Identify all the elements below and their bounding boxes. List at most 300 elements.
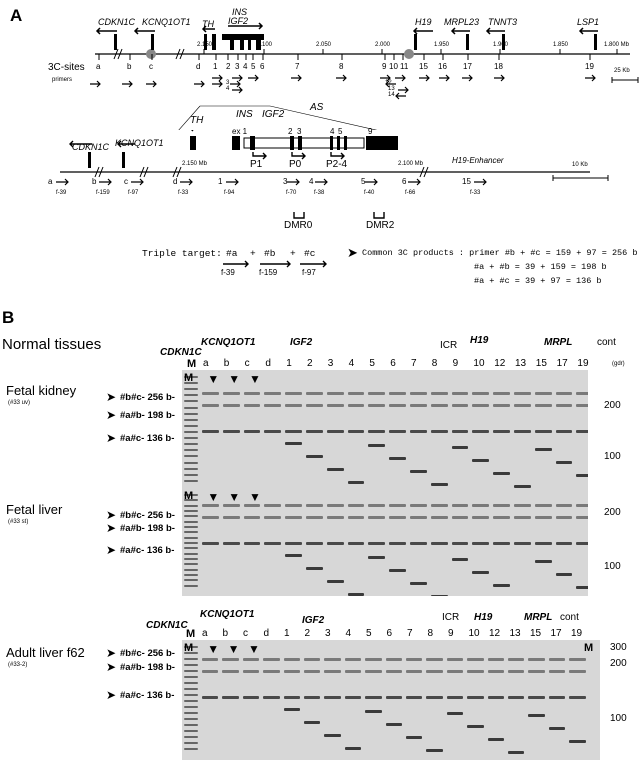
band-size-label: #a#c- 136 b- — [120, 433, 175, 444]
lane-label: b — [222, 628, 229, 639]
gel-band — [426, 670, 442, 673]
scale-bar-label: 25 Kb — [614, 68, 630, 74]
gel-lane — [576, 488, 588, 596]
site-label: 1 — [213, 62, 218, 71]
gel-band — [514, 516, 531, 519]
gel-band — [452, 392, 469, 395]
gel-band — [447, 696, 463, 699]
panel-a-label: A — [10, 6, 23, 25]
gel-band — [222, 670, 238, 673]
ladder-band — [184, 449, 198, 451]
ladder-band — [184, 736, 198, 738]
scale-tick: 2.000 — [375, 42, 391, 48]
gel-band — [324, 696, 340, 699]
size-mark: 100 — [604, 561, 621, 572]
gel-band — [406, 736, 422, 739]
gel-band — [306, 542, 323, 545]
gel-band — [410, 516, 427, 519]
gene-label: TH — [202, 19, 214, 29]
gel-band — [202, 696, 218, 699]
gel-band — [389, 457, 406, 460]
gel-lane — [472, 370, 489, 492]
gel-band — [493, 584, 510, 587]
gel-band — [223, 504, 240, 507]
gel-band — [576, 392, 588, 395]
triple-part: #a — [226, 248, 238, 259]
gel-band — [467, 670, 483, 673]
gel-band — [431, 504, 448, 507]
gel-band — [431, 404, 448, 407]
size-mark: 200 — [604, 400, 621, 411]
gel-band — [508, 670, 524, 673]
gel-band — [452, 516, 469, 519]
gel-band — [202, 670, 218, 673]
primer-label: 14 — [388, 92, 395, 98]
ladder-band — [184, 455, 198, 457]
lane-label: d — [265, 358, 271, 369]
gel-band — [285, 554, 302, 557]
tissue-code: (#33 uv) — [8, 400, 31, 406]
gel-lane — [368, 488, 385, 596]
band-size-label: #a#b- 198 b- — [120, 523, 175, 534]
scale-tick: 2.150 — [197, 42, 213, 48]
gel-band — [304, 658, 320, 661]
down-arrow-icon: ▼ — [248, 642, 260, 656]
gel-band — [488, 658, 504, 661]
gel-band — [472, 571, 489, 574]
ladder-band — [184, 462, 198, 464]
zoom-primer-site: c — [124, 177, 128, 186]
triple-part: + — [290, 248, 296, 259]
gel-band — [284, 658, 300, 661]
gel-band — [306, 567, 323, 570]
hdr-gene: ICR — [440, 340, 458, 351]
gel-band — [452, 558, 469, 561]
ladder-band — [184, 547, 198, 549]
gel-band — [569, 740, 585, 743]
gel-band — [410, 430, 427, 433]
gel-band — [410, 582, 427, 585]
gel-band — [365, 710, 381, 713]
gel-band — [327, 468, 344, 471]
gene-label: AS — [310, 102, 324, 113]
ladder-band — [184, 394, 198, 396]
gel-band — [244, 430, 261, 433]
ladder-band — [184, 510, 198, 512]
ladder-lane — [184, 488, 198, 596]
gel-band — [467, 725, 483, 728]
gel-band — [348, 504, 365, 507]
marker-lane-label: M — [187, 358, 197, 370]
gel-adult-liver — [182, 640, 600, 760]
ladder-band — [184, 724, 198, 726]
lane-label: 9 — [452, 358, 459, 369]
gel-lane — [306, 370, 323, 492]
site-label: 10 — [389, 62, 398, 71]
common-3c-line: Common 3C products : primer #b + #c = 159 + 97 = 256 b — [362, 248, 638, 258]
gene-label: CDKN1C — [72, 142, 110, 152]
ladder-band — [184, 407, 198, 409]
gel-band — [243, 696, 259, 699]
gel-band — [264, 404, 281, 407]
gel-band — [368, 516, 385, 519]
gel-band — [306, 430, 323, 433]
gel-band — [431, 483, 448, 486]
size-mark: 100 — [610, 713, 627, 724]
gel-band — [285, 430, 302, 433]
gel-lane — [467, 640, 483, 760]
gel-lane — [535, 370, 552, 492]
gel-band — [549, 670, 565, 673]
gel-band — [324, 734, 340, 737]
primer-label: 4 — [226, 86, 230, 92]
gel-band — [202, 504, 219, 507]
ladder-band — [184, 742, 198, 744]
gel-band — [452, 446, 469, 449]
gel-band — [431, 595, 448, 596]
gel-band — [389, 392, 406, 395]
lane-header-row — [0, 628, 640, 640]
zoom-primer-site: 3 — [283, 177, 288, 186]
lane-label: 12 — [489, 628, 501, 639]
lane-label: c — [243, 628, 248, 639]
gel-band — [528, 696, 544, 699]
gel-lane — [244, 370, 261, 492]
tissue-name: Fetal liver — [6, 502, 63, 517]
lane-label: 6 — [390, 358, 396, 369]
gel-band — [306, 504, 323, 507]
down-arrow-icon: ▼ — [227, 642, 240, 656]
gel-band — [348, 542, 365, 545]
triple-f: f-159 — [259, 268, 278, 277]
gel-band — [345, 747, 361, 750]
site-label: 11 — [400, 62, 409, 71]
gel-lane — [493, 370, 510, 492]
gel-band — [223, 516, 240, 519]
lane-label: 19 — [577, 358, 589, 369]
gel-band — [493, 516, 510, 519]
gel-band — [535, 560, 552, 563]
gel-lane — [472, 488, 489, 596]
panel-b-title: Normal tissues — [2, 336, 102, 353]
gel-lane — [285, 488, 302, 596]
lane-label: 3 — [325, 628, 331, 639]
size-mark: 200 — [604, 507, 621, 518]
tissue-code: (#33-2) — [8, 662, 28, 668]
zoom-primer-f: f-97 — [128, 190, 139, 196]
ladder-band — [184, 730, 198, 732]
gel-band — [285, 404, 302, 407]
exon-label: 5 — [338, 127, 343, 136]
lane-label: 13 — [515, 358, 527, 369]
gel-band — [431, 542, 448, 545]
site-label: d — [196, 62, 201, 71]
gel-lane — [410, 488, 427, 596]
marker-label: M — [184, 642, 194, 654]
gene-label: KCNQ1OT1 — [142, 17, 191, 27]
band-size-label: #a#c- 136 b- — [120, 545, 175, 556]
zoom-primer-f: f-33 — [470, 190, 481, 196]
scale-bar-label: 10 Kb — [572, 162, 588, 168]
gel-band — [324, 658, 340, 661]
gene-label: CDKN1C — [98, 17, 136, 27]
gel-band — [386, 670, 402, 673]
lane-label: 5 — [366, 628, 372, 639]
gel-lane — [202, 370, 219, 492]
zoom-primer-site: 1 — [218, 177, 223, 186]
gene-label: IGF2 — [262, 109, 285, 120]
arrowhead-icon: ➤ — [106, 408, 117, 422]
ladder-band — [184, 413, 198, 415]
gel-band — [535, 504, 552, 507]
gel-band — [528, 670, 544, 673]
gel-band — [243, 658, 259, 661]
gel-band — [447, 658, 463, 661]
gel-band — [514, 504, 531, 507]
gel-band — [467, 658, 483, 661]
gel-band — [535, 448, 552, 451]
gel-band — [306, 392, 323, 395]
gel-band — [576, 542, 588, 545]
site-label: 5 — [251, 62, 256, 71]
gel-band — [528, 714, 544, 717]
gel-band — [327, 542, 344, 545]
gel-lane — [365, 640, 381, 760]
ladder-band — [184, 480, 198, 482]
down-arrow-icon: ▼ — [207, 642, 220, 656]
lane-label: 2 — [304, 628, 311, 639]
lane-label: 15 — [535, 358, 547, 369]
hdr-gene: CDKN1C — [160, 347, 202, 358]
ladder-band — [184, 474, 198, 476]
gel-band — [488, 670, 504, 673]
gel-band — [202, 404, 219, 407]
gel-band — [263, 658, 279, 661]
triple-target-label: Triple target: — [142, 248, 222, 259]
ladder-band — [184, 468, 198, 470]
gel-band — [410, 404, 427, 407]
gel-lane — [244, 488, 261, 596]
marker-label: M — [584, 642, 594, 654]
promoter-label: P1 — [250, 159, 263, 170]
gel-lane — [389, 488, 406, 596]
gel-band — [202, 516, 219, 519]
gel-band — [306, 455, 323, 458]
gel-lane — [263, 640, 279, 760]
ladder-band — [184, 670, 198, 672]
gel-band — [327, 580, 344, 583]
gel-band — [264, 516, 281, 519]
hdr-gene: cont — [560, 612, 579, 623]
gel-band — [368, 542, 385, 545]
down-arrow-icon: ▼ — [207, 372, 220, 386]
gel-lane — [345, 640, 361, 760]
gel-band — [488, 738, 504, 741]
gel-band — [467, 696, 483, 699]
gel-band — [493, 504, 510, 507]
gel-band — [410, 542, 427, 545]
scale-tick: 1.950 — [434, 42, 450, 48]
gel-lane — [452, 370, 469, 492]
lane-label: 8 — [431, 358, 438, 369]
gel-band — [549, 658, 565, 661]
gel-band — [452, 504, 469, 507]
arrowhead-icon: ➤ — [347, 245, 358, 260]
zoom-primer-f: f-40 — [364, 190, 375, 196]
zoom-primer-site: d — [173, 177, 178, 186]
gel-lane — [426, 640, 442, 760]
gel-band — [327, 392, 344, 395]
ladder-band — [184, 521, 198, 523]
gel-lane — [549, 640, 565, 760]
gel-band — [493, 404, 510, 407]
gel-band — [345, 658, 361, 661]
gel-band — [406, 658, 422, 661]
site-label: 2 — [226, 62, 231, 71]
gel-band — [556, 504, 573, 507]
ladder-band — [184, 515, 198, 517]
hdr-gene: ICR — [442, 612, 460, 623]
scale-tick: 2.050 — [316, 42, 332, 48]
down-arrow-icon: ▼ — [207, 490, 220, 504]
lane-label: 7 — [407, 628, 413, 639]
size-mark: 100 — [604, 451, 621, 462]
gel-band — [202, 658, 218, 661]
gel-band — [556, 516, 573, 519]
gel-band — [284, 696, 300, 699]
exon-label: 3 — [297, 127, 302, 136]
gel-lane — [514, 488, 531, 596]
triple-part: #c — [304, 248, 316, 259]
zoom-primer-site: b — [92, 177, 97, 186]
ladder-band — [184, 706, 198, 708]
ladder-band — [184, 694, 198, 696]
hdr-gene: KCNQ1OT1 — [201, 337, 256, 348]
gel-band — [304, 670, 320, 673]
zoom-primer-f: f-70 — [286, 190, 297, 196]
gel-band — [348, 593, 365, 596]
gel-band — [452, 430, 469, 433]
hdr-gene: MRPL — [524, 612, 553, 623]
gel-band — [244, 392, 261, 395]
ladder-band — [184, 574, 198, 576]
ladder-band — [184, 558, 198, 560]
gene-label: LSP1 — [577, 17, 600, 27]
gel-band — [493, 542, 510, 545]
down-arrow-icon: ▼ — [249, 490, 261, 504]
gel-band — [535, 430, 552, 433]
tissue-code: (#33 st) — [8, 519, 29, 525]
gel-band — [263, 670, 279, 673]
gel-lane — [368, 370, 385, 492]
gel-band — [556, 404, 573, 407]
gel-band — [556, 573, 573, 576]
site-label: 3 — [235, 62, 240, 71]
gel-band — [264, 504, 281, 507]
ladder-band — [184, 676, 198, 678]
promoter-label: P0 — [289, 159, 302, 170]
arrowhead-icon: ➤ — [106, 660, 117, 674]
gel-band — [493, 430, 510, 433]
band-size-label: #a#c- 136 b- — [120, 690, 175, 701]
gel-band — [243, 670, 259, 673]
gel-band — [569, 696, 585, 699]
gel-band — [514, 404, 531, 407]
ladder-band — [184, 531, 198, 533]
ladder-band — [184, 700, 198, 702]
scale-tick: 2.100 — [257, 42, 273, 48]
ladder-band — [184, 505, 198, 507]
gel-band — [368, 556, 385, 559]
gel-band — [472, 459, 489, 462]
ladder-band — [184, 585, 198, 587]
gel-band — [202, 542, 219, 545]
gel-band — [223, 542, 240, 545]
gel-band — [244, 504, 261, 507]
gene-label: H19-Enhancer — [452, 156, 504, 165]
ladder-lane — [184, 370, 198, 492]
ladder-band — [184, 718, 198, 720]
gel-band — [223, 430, 240, 433]
primers-label: primers — [52, 77, 73, 83]
lane-label: 6 — [386, 628, 393, 639]
down-arrow-icon: ▼ — [249, 372, 261, 386]
gel-band — [327, 404, 344, 407]
hdr-gene: IGF2 — [302, 615, 325, 626]
gel-band — [447, 712, 463, 715]
gel-band — [493, 472, 510, 475]
down-arrow-icon: ▼ — [228, 372, 241, 386]
gel-band — [389, 504, 406, 507]
gel-band — [368, 404, 385, 407]
lane-label: 17 — [556, 358, 568, 369]
ladder-band — [184, 579, 198, 581]
arrowhead-icon: ➤ — [106, 688, 117, 702]
gel-lane — [348, 370, 365, 492]
band-size-label: #b#c- 256 b- — [120, 392, 175, 403]
gel-band — [576, 516, 588, 519]
gel-band — [576, 430, 588, 433]
gel-band — [244, 542, 261, 545]
gel-lane — [324, 640, 340, 760]
gel-band — [549, 727, 565, 730]
site-label: c — [149, 62, 153, 71]
gel-lane — [327, 370, 344, 492]
lane-label: 10 — [468, 628, 480, 639]
ladder-band — [184, 664, 198, 666]
arrowhead-icon: ➤ — [106, 646, 117, 660]
primer-label: 3 — [226, 80, 230, 86]
gel-band — [410, 392, 427, 395]
exon-label: 4 — [330, 127, 335, 136]
site-label: 9 — [382, 62, 387, 71]
site-label: 8 — [339, 62, 344, 71]
gel-band — [202, 392, 219, 395]
gel-band — [452, 404, 469, 407]
gel-band — [549, 696, 565, 699]
arrowhead-icon: ➤ — [106, 508, 117, 522]
hdr-gene: KCNQ1OT1 — [200, 609, 255, 620]
gel-band — [426, 696, 442, 699]
gel-band — [348, 392, 365, 395]
gel-band — [348, 516, 365, 519]
gel-band — [426, 658, 442, 661]
marker-lane-label: M — [186, 628, 196, 640]
gel-lane — [389, 370, 406, 492]
gel-band — [576, 404, 588, 407]
gel-band — [508, 751, 524, 754]
gel-band — [285, 516, 302, 519]
